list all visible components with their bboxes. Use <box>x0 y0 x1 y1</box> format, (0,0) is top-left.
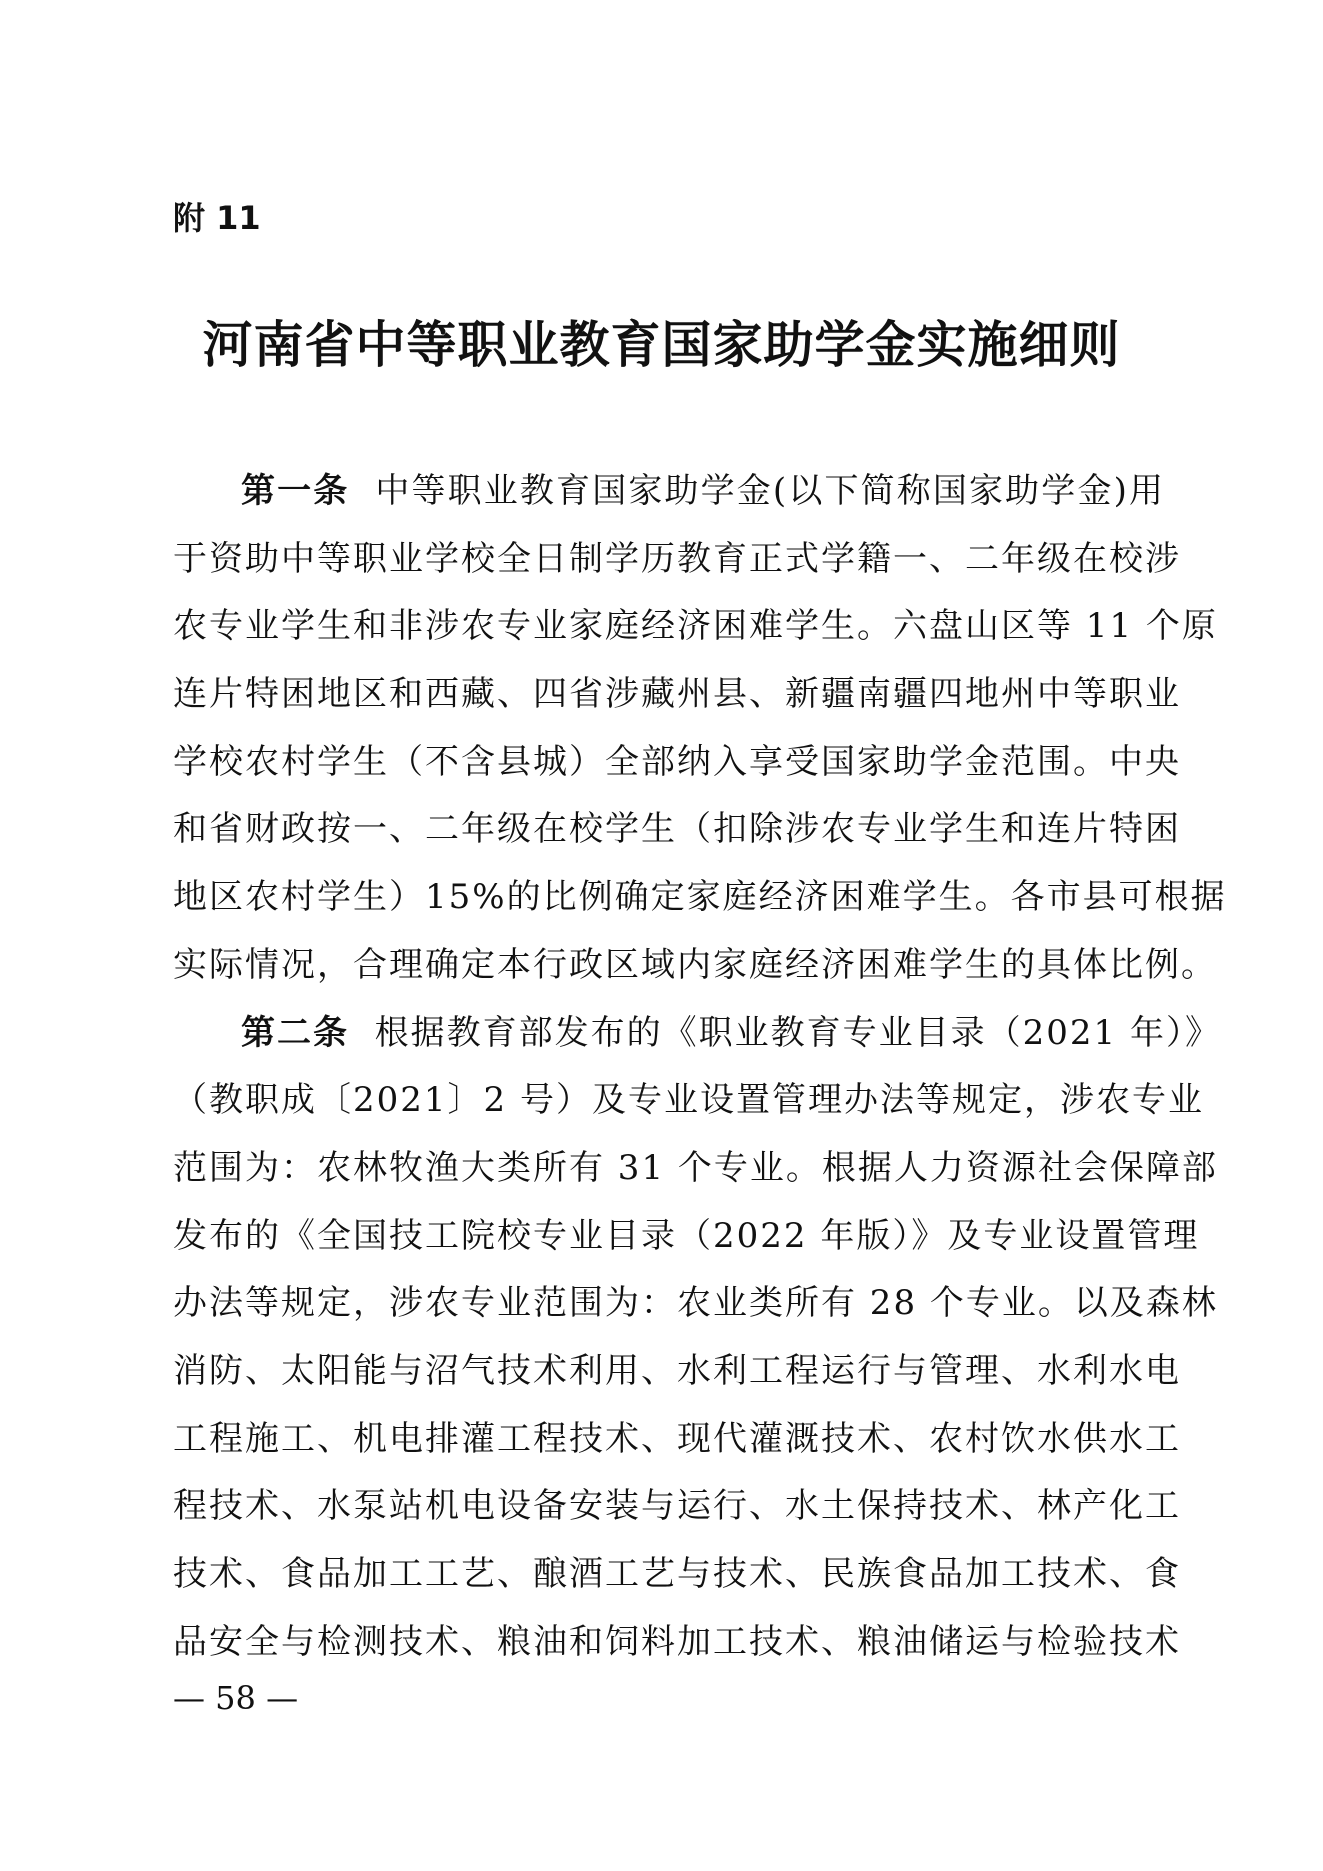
article-2-text-line: （教职成〔2021〕2 号）及专业设置管理办法等规定，涉农专业 <box>173 1080 1204 1121</box>
attachment-label: 附 11 <box>173 199 261 237</box>
article-1-text-line: 连片特困地区和西藏、四省涉藏州县、新疆南疆四地州中等职业 <box>173 674 1181 715</box>
article-2-text-line: 消防、太阳能与沼气技术利用、水利工程运行与管理、水利水电 <box>173 1350 1181 1391</box>
article-2-line-1 <box>173 1000 1221 1068</box>
article-1-text-line: 于资助中等职业学校全日制学历教育正式学籍一、二年级在校涉 <box>173 538 1181 579</box>
article-1-text-line: 和省财政按一、二年级在校学生（扣除涉农专业学生和连片特困 <box>173 809 1181 850</box>
article-2-text-line: 发布的《全国技工院校专业目录（2022 年版）》及专业设置管理 <box>173 1215 1200 1256</box>
page-number: — 58 — <box>173 1679 299 1717</box>
article-1-text-line: 中等职业教育国家助学金(以下简称国家助学金)用 <box>375 471 1166 511</box>
article-2-text-line: 办法等规定，涉农专业范围为：农业类所有 28 个专业。以及森林 <box>173 1283 1218 1324</box>
article-1-number: 第一条 <box>241 471 350 511</box>
article-1-line-1 <box>173 458 1165 526</box>
article-2-text-line: 工程施工、机电排灌工程技术、现代灌溉技术、农村饮水供水工 <box>173 1418 1181 1459</box>
article-1-text-line: 学校农村学生（不含县城）全部纳入享受国家助学金范围。中央 <box>173 741 1181 782</box>
article-1-text-line: 实际情况，合理确定本行政区域内家庭经济困难学生的具体比例。 <box>173 944 1217 985</box>
article-2-text-line: 品安全与检测技术、粮油和饲料加工技术、粮油储运与检验技术 <box>173 1621 1181 1662</box>
article-1-text-line: 地区农村学生）15%的比例确定家庭经济困难学生。各市县可根据 <box>173 877 1227 918</box>
article-2-number: 第二条 <box>241 1012 349 1053</box>
article-2-text-line: 技术、食品加工工艺、酿酒工艺与技术、民族食品加工技术、食 <box>173 1554 1181 1594</box>
document-body <box>173 458 1227 1676</box>
article-1-text-line: 农专业学生和非涉农专业家庭经济困难学生。六盘山区等 11 个原 <box>173 606 1218 647</box>
article-2-text-line: 程技术、水泵站机电设备安装与运行、水土保持技术、林产化工 <box>173 1486 1181 1527</box>
article-2-text-line: 范围为：农林牧渔大类所有 31 个专业。根据人力资源社会保障部 <box>173 1147 1218 1188</box>
article-2-text-line: 根据教育部发布的《职业教育专业目录（2021 年）》 <box>374 1012 1221 1053</box>
document-title: 河南省中等职业教育国家助学金实施细则 <box>202 316 1121 374</box>
